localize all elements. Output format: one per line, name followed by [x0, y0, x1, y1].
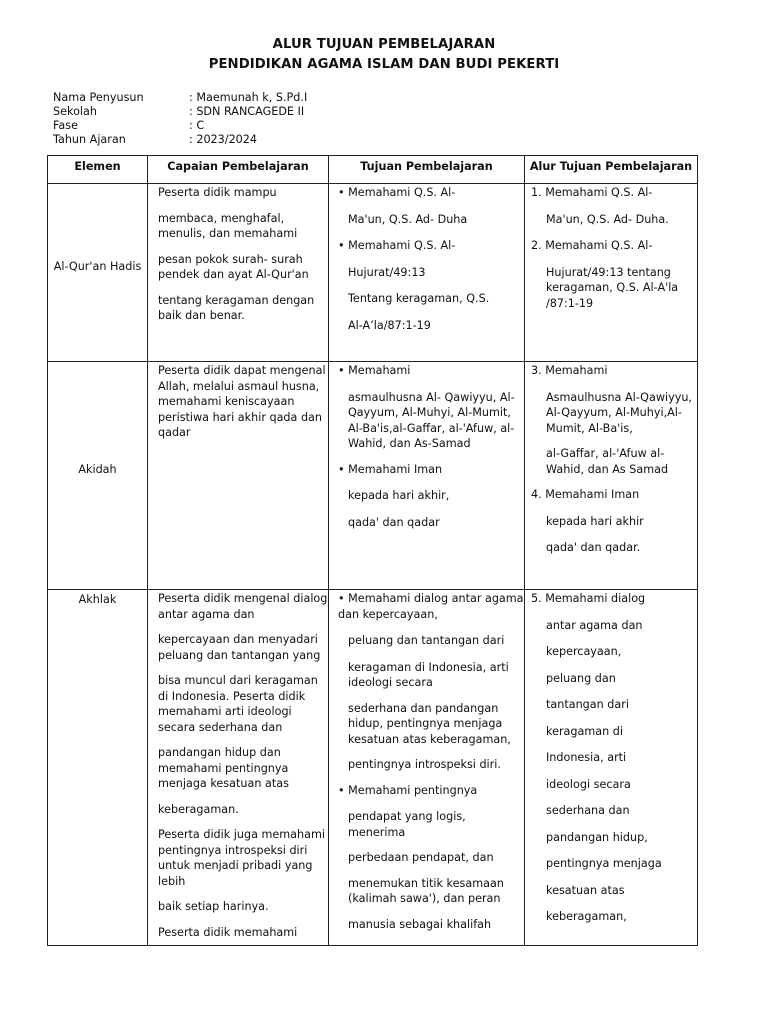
capaian-line: Peserta didik memahami: [158, 925, 298, 939]
alur-line: 2. Memahami Q.S. Al-: [531, 239, 653, 252]
alur-line: peluang dan: [546, 671, 616, 685]
alur-line: Hujurat/49:13 tentang keragaman, Q.S. Al-A'la /87:1-19: [546, 265, 679, 310]
tujuan-line: Ma'un, Q.S. Ad- Duha: [348, 212, 468, 226]
meta-value-sekolah: : SDN RANCAGEDE II: [189, 105, 305, 118]
header-alur: Alur Tujuan Pembelajaran: [525, 156, 698, 184]
table-row: [48, 362, 698, 590]
cell-alur-akhlak: [525, 590, 698, 946]
tujuan-line: • Memahami Iman: [338, 462, 443, 476]
elemen-label: Akidah: [78, 462, 117, 476]
alur-line: Asmaulhusna Al-Qawiyyu, Al-Qayyum, Al-Muhyi,Al-Mumit, Al-Ba'is,: [546, 390, 692, 435]
tujuan-line: peluang dan tantangan dari: [348, 634, 505, 647]
tujuan-line: qada' dan qadar: [348, 515, 440, 529]
table-row: [48, 184, 698, 362]
alur-line: 4. Memahami Iman: [531, 488, 640, 501]
meta-label-tahun: Tahun Ajaran: [53, 133, 126, 146]
capaian-line: tentang keragaman dengan baik dan benar.: [158, 293, 315, 322]
tujuan-line: • Memahami Q.S. Al-: [338, 239, 456, 252]
tujuan-line: • Memahami dialog antar agama dan kepercayaan,: [338, 592, 524, 621]
document-title: ALUR TUJUAN PEMBELAJARAN: [272, 37, 496, 52]
document-subtitle: PENDIDIKAN AGAMA ISLAM DAN BUDI PEKERTI: [208, 57, 560, 72]
capaian-line: Peserta didik dapat mengenal Allah, melalui asmaul husna, memahami keniscayaan peristiwa hari akhir qada dan qadar: [158, 364, 326, 439]
tujuan-line: keragaman di Indonesia, arti ideologi secara: [348, 660, 509, 689]
alur-line: pentingnya menjaga: [546, 857, 662, 870]
meta-label-sekolah: Sekolah: [53, 105, 97, 118]
tujuan-line: pendapat yang logis, menerima: [348, 810, 466, 839]
meta-label-penyusun: Nama Penyusun: [53, 91, 144, 104]
capaian-line: kepercayaan dan menyadari peluang dan tantangan yang: [158, 633, 321, 662]
alur-line: Ma'un, Q.S. Ad- Duha.: [546, 212, 669, 226]
cell-alur-akidah: [525, 362, 698, 590]
alur-line: keberagaman,: [546, 910, 627, 923]
cell-tujuan-akidah: [329, 362, 525, 590]
alur-line: 1. Memahami Q.S. Al-: [531, 186, 653, 199]
tujuan-line: sederhana dan pandangan hidup, pentingnya menjaga kesatuan atas keberagaman,: [348, 701, 511, 746]
tujuan-line: • Memahami Q.S. Al-: [338, 186, 456, 199]
cell-elemen-akhlak: [48, 590, 148, 946]
alur-line: qada' dan qadar.: [546, 541, 641, 554]
elemen-label: Akhlak: [78, 593, 117, 606]
tujuan-line: manusia sebagai khalifah: [348, 917, 492, 931]
tujuan-line: asmaulhusna Al- Qawiyyu, Al-Qayyum, Al-Muhyi, Al-Mumit, Al-Ba'is,al-Gaffar, al-'Afuw, al-Wahid, dan As-Samad: [348, 390, 515, 450]
cell-capaian-akhlak: [148, 590, 329, 946]
tujuan-line: • Memahami pentingnya: [338, 783, 478, 797]
tujuan-line: kepada hari akhir,: [348, 489, 450, 502]
tujuan-line: Al-A’la/87:1-19: [348, 318, 431, 332]
cell-capaian-akidah: [148, 362, 329, 590]
capaian-line: Peserta didik mengenal dialog antar agama dan: [158, 592, 328, 621]
cell-tujuan-akhlak: [329, 590, 525, 946]
cell-elemen-akidah: [48, 362, 148, 590]
capaian-line: membaca, menghafal, menulis, dan memahami: [158, 211, 298, 240]
table-row: [48, 590, 698, 946]
meta-value-tahun: : 2023/2024: [189, 133, 258, 146]
cell-tujuan-quran: [329, 184, 525, 362]
alur-line: tantangan dari: [546, 698, 629, 711]
capaian-line: Peserta didik mampu: [158, 186, 277, 199]
tujuan-line: Tentang keragaman, Q.S.: [348, 292, 490, 305]
alur-line: pandangan hidup,: [546, 830, 648, 844]
alur-line: al-Gaffar, al-'Afuw al-Wahid, dan As Samad: [546, 447, 669, 476]
alur-line: kepada hari akhir: [546, 514, 644, 528]
alur-line: keragaman di: [546, 724, 623, 738]
header-elemen: Elemen: [48, 156, 148, 184]
table-header-row: [48, 156, 698, 184]
cell-alur-quran: [525, 184, 698, 362]
cell-capaian-quran: [148, 184, 329, 362]
tujuan-line: Hujurat/49:13: [348, 265, 426, 279]
meta-value-penyusun: : Maemunah k, S.Pd.I: [189, 91, 308, 104]
alur-line: sederhana dan: [546, 804, 630, 817]
tujuan-line: menemukan titik kesamaan (kalimah sawa'), dan peran: [348, 876, 504, 905]
tujuan-line: • Memahami: [338, 364, 411, 377]
capaian-line: baik setiap harinya.: [158, 900, 269, 913]
meta-value-fase: : C: [189, 119, 205, 132]
learning-flow-table: [47, 155, 698, 946]
header-capaian: Capaian Pembelajaran: [148, 156, 329, 184]
alur-line: Indonesia, arti: [546, 751, 627, 764]
capaian-line: keberagaman.: [158, 802, 239, 816]
alur-line: 5. Memahami dialog: [531, 592, 646, 605]
capaian-line: bisa muncul dari keragaman di Indonesia. Peserta didik memahami arti ideologi secara sederhana dan: [158, 674, 318, 734]
capaian-line: Peserta didik juga memahami pentingnya introspeksi diri untuk menjadi pribadi yang lebih: [158, 828, 325, 888]
alur-line: antar agama dan: [546, 618, 643, 632]
elemen-label: Al-Qur'an Hadis: [53, 259, 142, 273]
tujuan-line: pentingnya introspeksi diri.: [348, 758, 501, 771]
alur-line: kepercayaan,: [546, 645, 622, 658]
capaian-line: pandangan hidup dan memahami pentingnya menjaga kesatuan atas: [158, 746, 289, 790]
meta-label-fase: Fase: [53, 119, 78, 132]
cell-elemen-quran: [48, 184, 148, 362]
tujuan-line: perbedaan pendapat, dan: [348, 851, 494, 864]
alur-line: 3. Memahami: [531, 364, 608, 377]
alur-line: kesatuan atas: [546, 883, 625, 897]
capaian-line: pesan pokok surah- surah pendek dan ayat Al-Qur'an: [158, 252, 309, 281]
alur-line: ideologi secara: [546, 777, 631, 791]
header-tujuan: Tujuan Pembelajaran: [329, 156, 525, 184]
